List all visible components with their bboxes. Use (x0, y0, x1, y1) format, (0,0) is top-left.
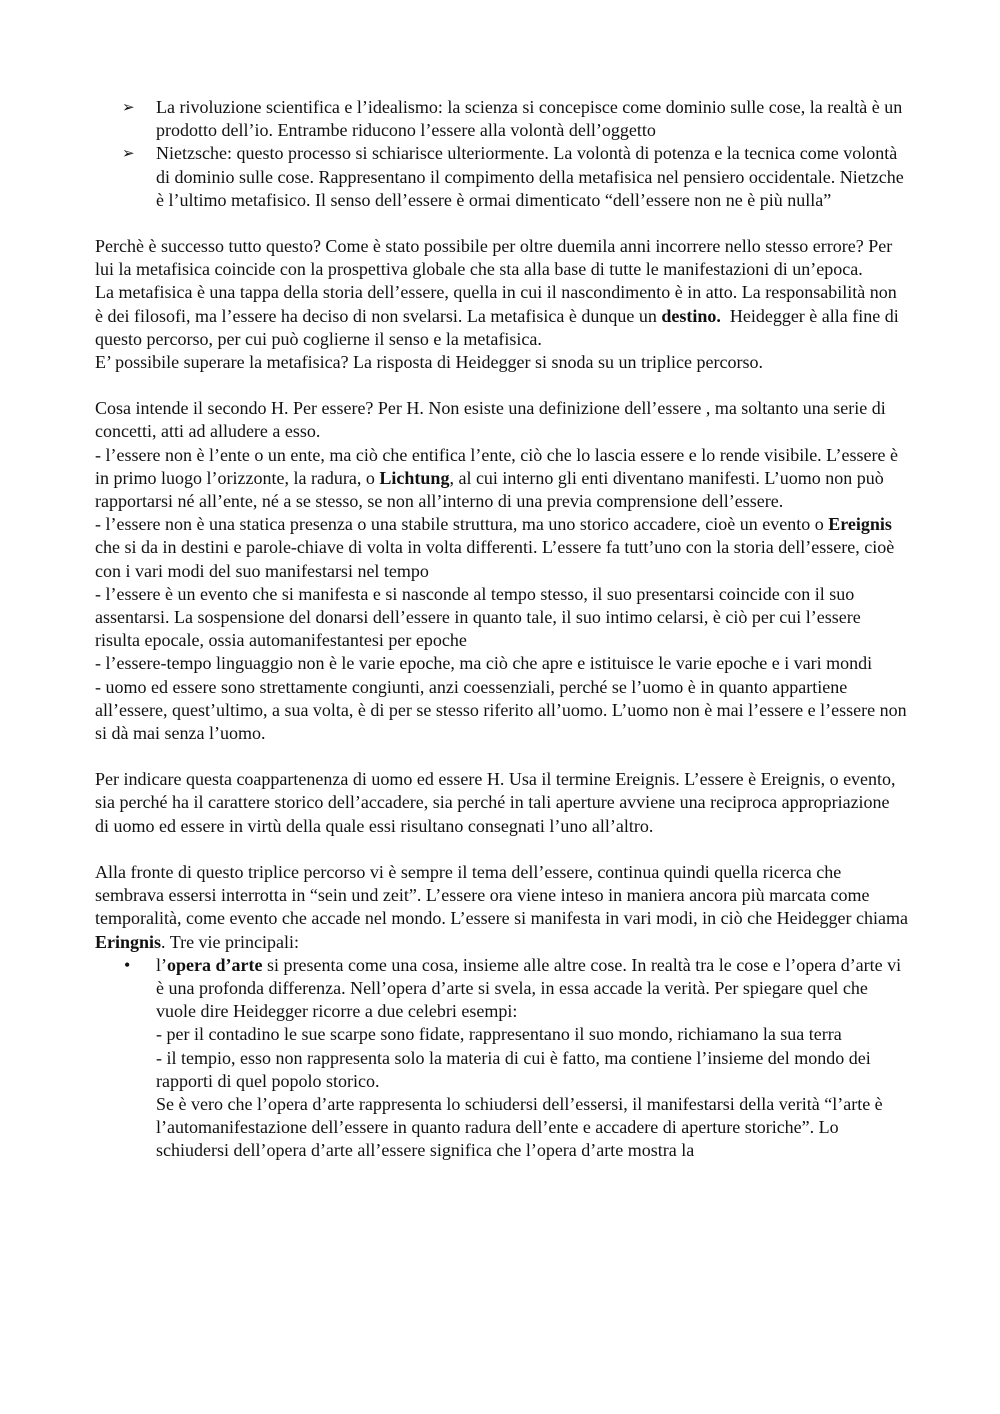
arrow-bullet-icon: ➢ (122, 144, 135, 163)
paragraph: - l’essere-tempo linguaggio non è le varie epoche, ma ciò che apre e istituisce le varie epoche e i vari mondi (95, 653, 873, 674)
paragraph: Perchè è successo tutto questo? Come è stato possibile per oltre duemila anni incorrere nello stesso errore? Per lui la metafisica coincide con la prospettiva globale che sta alla base di tutte le manifestazioni di un’epoca. (95, 236, 893, 280)
dot-bullet-icon: • (124, 954, 131, 975)
bullet-list-bottom (95, 954, 908, 1163)
paragraph: Cosa intende il secondo H. Per essere? Per H. Non esiste una definizione dell’essere , ma soltanto una serie di concetti, atti ad alludere a esso. (95, 398, 886, 442)
paragraph: - l’essere è un evento che si manifesta e si nasconde al tempo stesso, il suo presentarsi coincide con il suo assentarsi. La sospensione del donarsi dell’essere in quanto tale, il suo intimo celarsi, è ciò per cui l’essere risulta epocale, ossia automanifestantesi per epoche (95, 583, 861, 651)
paragraph: - l’essere non è una statica presenza o una stabile struttura, ma uno storico accadere, cioè un evento o Ereignis che si da in destini e parole-chiave di volta in volta differenti. L’essere fa tutt’uno con la storia dell’essere, cioè con i vari modi del suo manifestarsi nel tempo (95, 514, 895, 581)
paragraph: - l’essere non è l’ente o un ente, ma ciò che entifica l’ente, ciò che lo lascia essere e lo rende visibile. L’essere è in primo luogo l’orizzonte, la radura, o Lichtung, al cui interno gli enti diventano manifesti. L’uomo non può rapportarsi né all’ente, né a se stesso, se non all’interno di una previa comprensione dell’essere. (95, 444, 898, 512)
bullet-list-top (95, 96, 908, 212)
paragraph: Alla fronte di questo triplice percorso vi è sempre il tema dell’essere, continua quindi quella ricerca che sembrava essersi interrotta in “sein und zeit”. L’essere ora viene inteso in maniera ancora più marcata come temporalità, come evento che accade nel mondo. L’essere si manifesta in vari modi, in ciò che Heidegger chiama Eringnis. Tre vie principali: (95, 861, 909, 952)
arrow-bullet-icon: ➢ (122, 98, 135, 116)
list-item: ➢ La rivoluzione scientifica e l’idealismo: la scienza si concepisce come dominio sulle cose, la realtà è un prodotto dell’io. Entrambe riducono l’essere alla volontà dell’oggetto (122, 97, 903, 141)
list-item: ➢ Nietzsche: questo processo si schiarisce ulteriormente. La volontà di potenza e la tecnica come volontà di dominio sulle cose. Rappresentano il compimento della metafisica nel pensiero occidentale. Nietzche è l’ultimo metafisico. Il senso dell’essere è ormai dimenticato “dell’essere non ne è più nulla” (122, 143, 904, 210)
paragraph: E’ possibile superare la metafisica? La risposta di Heidegger si snoda su un triplice percorso. (95, 352, 763, 373)
paragraph: Per indicare questa coappartenenza di uomo ed essere H. Usa il termine Ereignis. L’essere è Ereignis, o evento, sia perché ha il carattere storico dell’accadere, sia perché in tali aperture avviene una reciproca appropriazione di uomo ed essere in virtù della quale essi risultano consegnati l’uno all’altro. (95, 769, 896, 836)
paragraph: La metafisica è una tappa della storia dell’essere, quella in cui il nascondimento è in atto. La responsabilità non è dei filosofi, ma l’essere ha deciso di non svelarsi. La metafisica è dunque un destino. Heidegger è alla fine di questo percorso, per cui può coglierne il senso e la metafisica. (95, 282, 904, 349)
list-item: • l’opera d’arte si presenta come una cosa, insieme alle altre cose. In realtà tra le cose e l’opera d’arte vi è una profonda differenza. Nell’opera d’arte si svela, in essa accade la verità. Per spiegare quel che vuole dire Heidegger ricorre a due celebri esempi: - per il contadino le sue scarpe sono fidate, rappresentano il suo mondo, richiamano la sua terra - il tempio, esso non rappresenta solo la materia di cui è fatto, ma contiene l’insieme del mondo dei rapporti di quel popolo storico. Se è vero che l’opera d’arte rappresenta lo schiudersi dell’essersi, il manifestarsi della verità “l’arte è l’automanifestazione dell’essere in quanto radura dell’ente e accadere di aperture storiche”. Lo schiudersi dell’opera d’arte all’essere significa che l’opera d’arte mostra la (124, 954, 902, 1161)
paragraph: - uomo ed essere sono strettamente congiunti, anzi coessenziali, perché se l’uomo è in quanto appartiene all’essere, quest’ultimo, a sua volta, è di per se stesso riferito all’uomo. L’uomo non è mai l’essere e l’essere non si dà mai senza l’uomo. (95, 676, 907, 744)
